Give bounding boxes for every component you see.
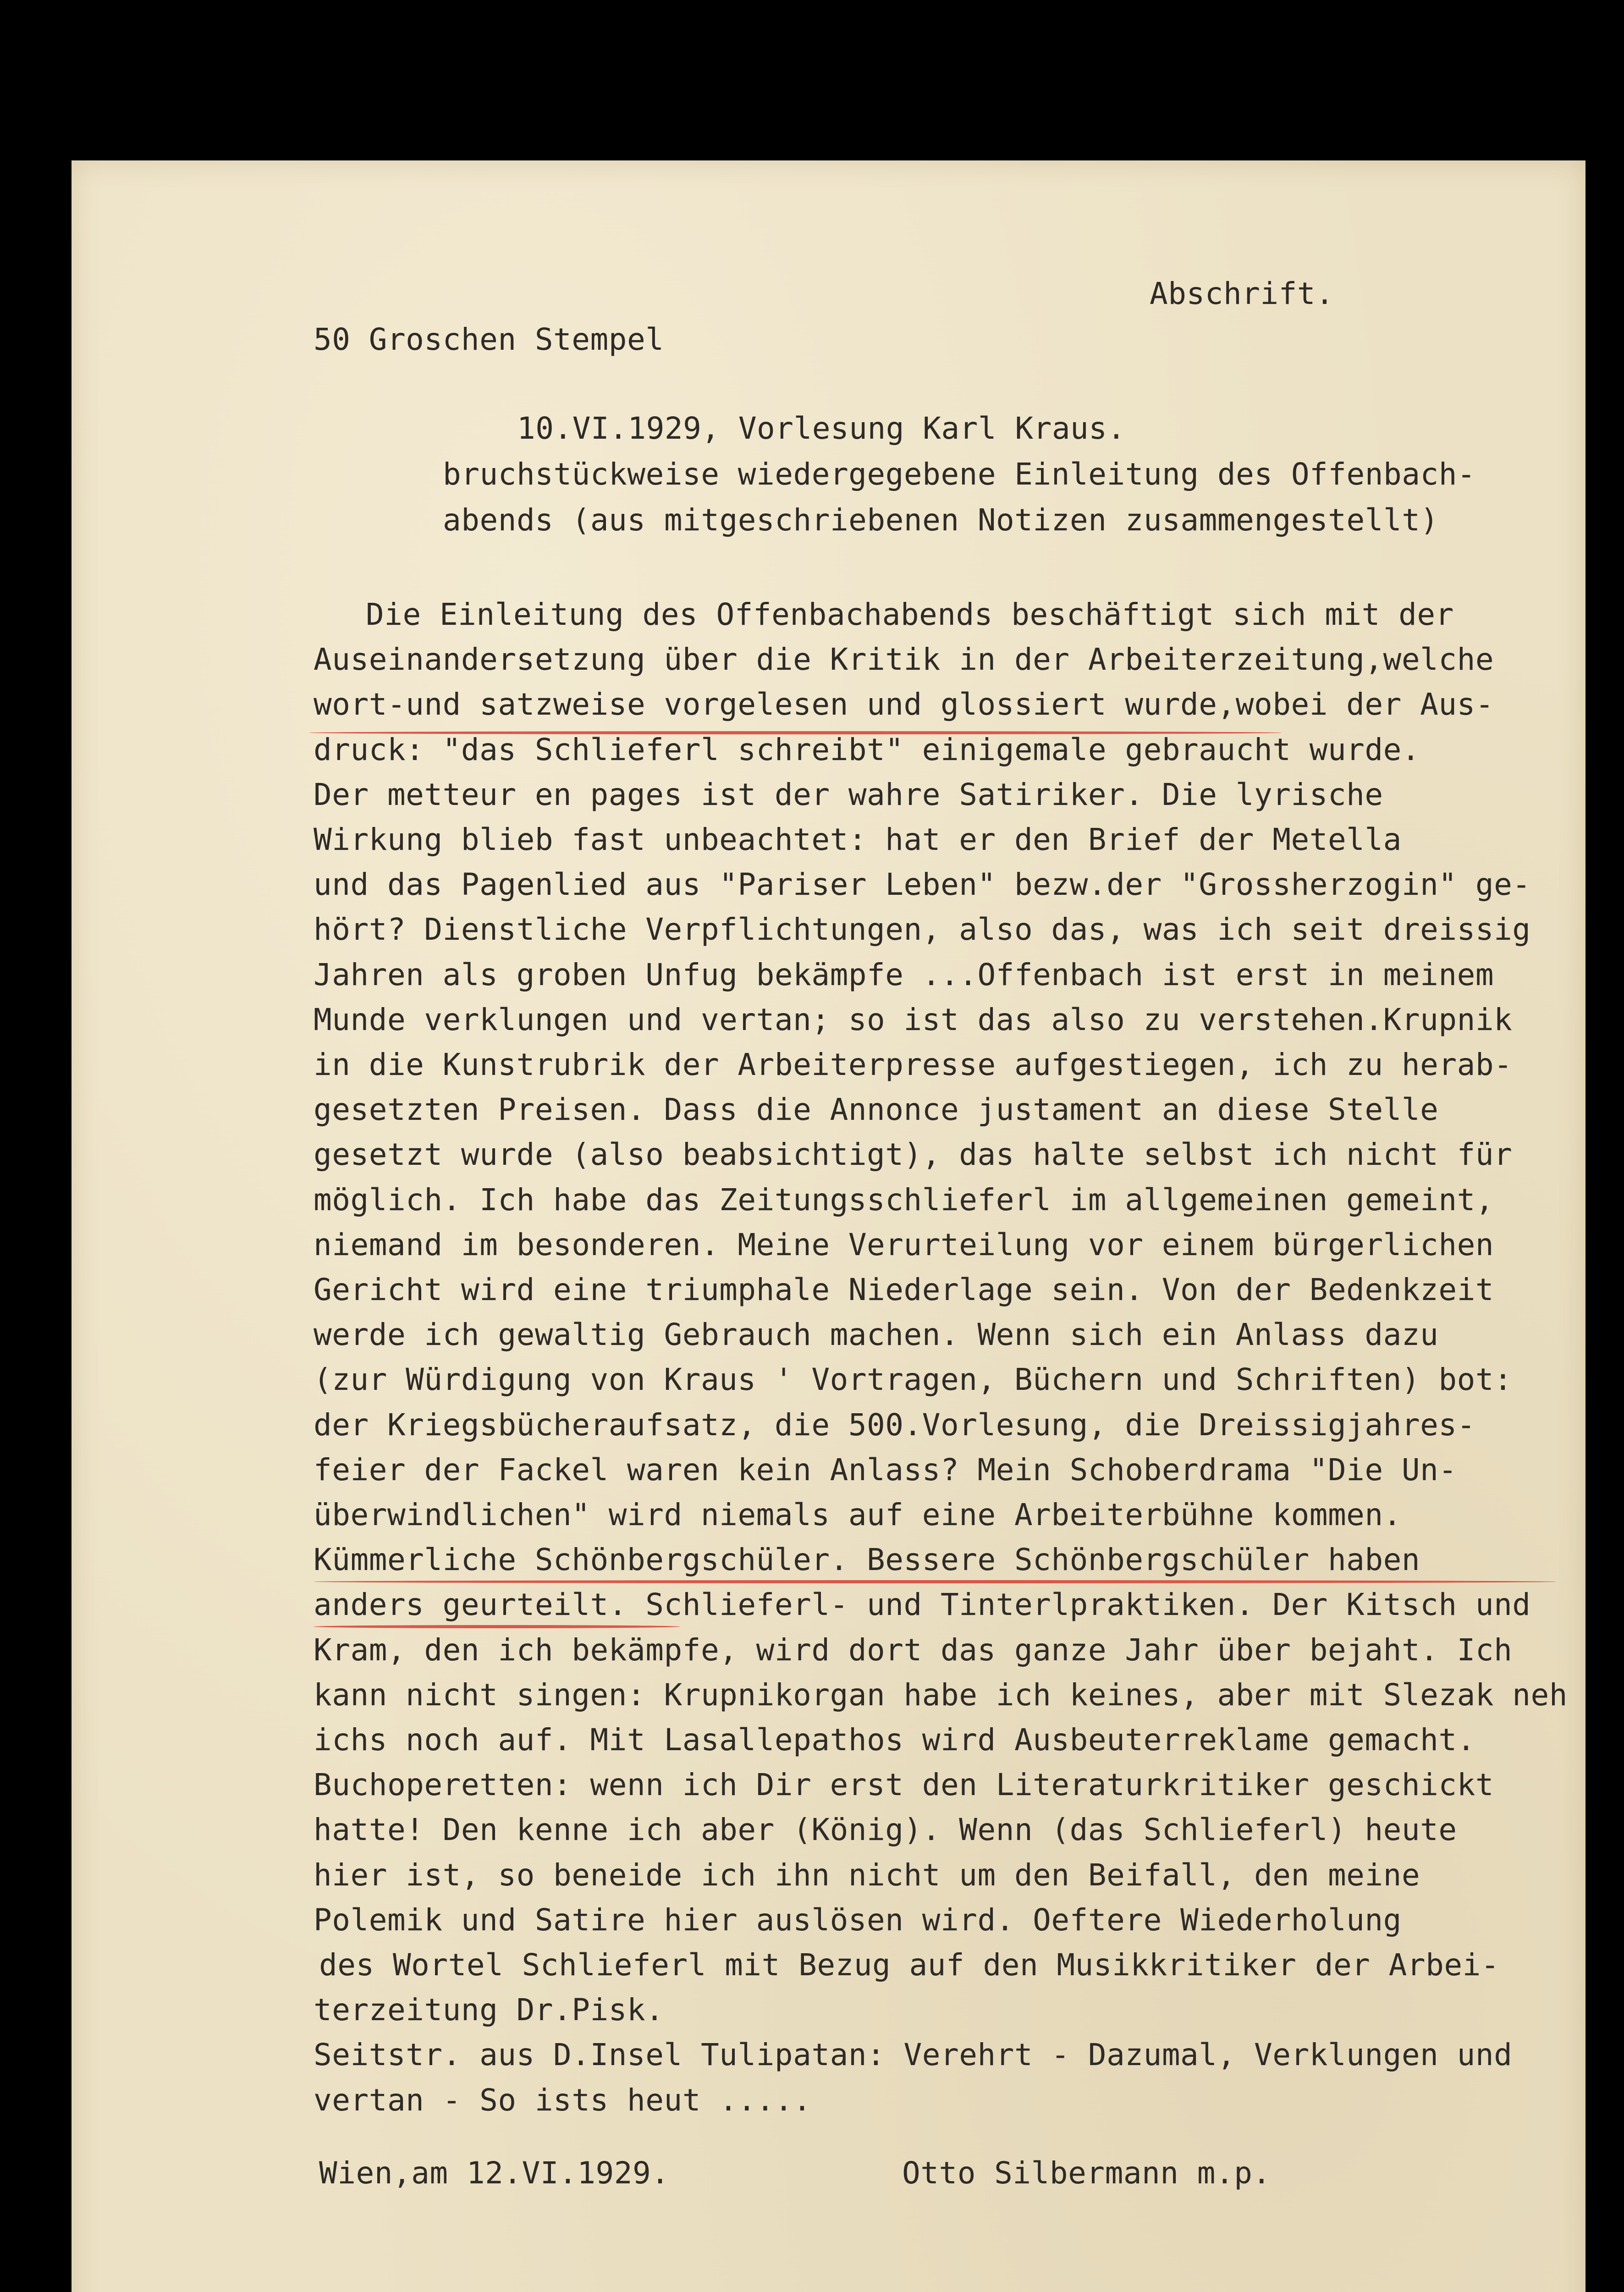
stamp-note: 50 Groschen Stempel <box>314 322 664 357</box>
body-line: terzeitung Dr.Pisk. <box>314 1992 664 2028</box>
body-line: möglich. Ich habe das Zeitungsschlieferl im allgemeinen gemeint, <box>314 1182 1494 1218</box>
body-line: Der metteur en pages ist der wahre Satiriker. Die lyrische <box>314 777 1383 812</box>
heading-title: 10.VI.1929, Vorlesung Karl Kraus. <box>517 411 1126 446</box>
body-line: (zur Würdigung von Kraus ' Vortragen, Büchern und Schriften) bot: <box>314 1362 1513 1397</box>
heading-subtitle-line-2: abends (aus mitgeschriebenen Notizen zusammengestellt) <box>443 502 1439 538</box>
body-line: Seitstr. aus D.Insel Tulipatan: Verehrt - Dazumal, Verklungen und <box>314 2037 1513 2072</box>
abschrift-label: Abschrift. <box>1150 276 1334 311</box>
body-line: Gericht wird eine triumphale Niederlage sein. Von der Bedenkzeit <box>314 1272 1494 1307</box>
body-line: hört? Dienstliche Verpflichtungen, also das, was ich seit dreissig <box>314 912 1531 947</box>
red-underline-2 <box>314 1580 1557 1583</box>
body-line: Polemik und Satire hier auslösen wird. Oeftere Wiederholung <box>314 1902 1402 1938</box>
body-line: Die Einleitung des Offenbachabends beschäftigt sich mit der <box>366 597 1454 632</box>
body-line: Jahren als groben Unfug bekämpfe ...Offenbach ist erst in meinem <box>314 957 1494 992</box>
heading-subtitle-line-1: bruchstückweise wiedergegebene Einleitung des Offenbach- <box>443 457 1476 492</box>
red-underline-1 <box>309 731 1282 734</box>
body-line: werde ich gewaltig Gebrauch machen. Wenn sich ein Anlass dazu <box>314 1317 1439 1352</box>
body-line: feier der Fackel waren kein Anlass? Mein Schoberdrama "Die Un- <box>314 1452 1457 1488</box>
body-line: druck: "das Schlieferl schreibt" einigemale gebraucht wurde. <box>314 732 1420 767</box>
red-underline-3 <box>314 1625 680 1628</box>
body-line: wort-und satzweise vorgelesen und glossiert wurde,wobei der Aus- <box>314 687 1494 722</box>
body-line: hier ist, so beneide ich ihn nicht um den Beifall, den meine <box>314 1857 1420 1893</box>
body-line: ichs noch auf. Mit Lasallepathos wird Ausbeuterreklame gemacht. <box>314 1722 1475 1758</box>
body-line: Wirkung blieb fast unbeachtet: hat er den Brief der Metella <box>314 822 1402 857</box>
body-line: gesetzt wurde (also beabsichtigt), das halte selbst ich nicht für <box>314 1137 1513 1172</box>
body-line: in die Kunstrubrik der Arbeiterpresse aufgestiegen, ich zu herab- <box>314 1047 1513 1082</box>
body-line: niemand im besonderen. Meine Verurteilung vor einem bürgerlichen <box>314 1227 1494 1262</box>
document-page <box>72 160 1585 2292</box>
body-line: kann nicht singen: Krupnikorgan habe ich keines, aber mit Slezak neh <box>314 1677 1568 1713</box>
date-place: Wien,am 12.VI.1929. <box>319 2155 670 2191</box>
body-line: anders geurteilt. Schlieferl- und Tinterlpraktiken. Der Kitsch und <box>314 1587 1531 1622</box>
body-line: hatte! Den kenne ich aber (König). Wenn (das Schlieferl) heute <box>314 1812 1457 1847</box>
body-line: überwindlichen" wird niemals auf eine Arbeiterbühne kommen. <box>314 1497 1402 1532</box>
body-line: Kümmerliche Schönbergschüler. Bessere Schönbergschüler haben <box>314 1542 1420 1577</box>
body-line: und das Pagenlied aus "Pariser Leben" bezw.der "Grossherzogin" ge- <box>314 867 1531 902</box>
body-line: Buchoperetten: wenn ich Dir erst den Literaturkritiker geschickt <box>314 1767 1494 1802</box>
body-line: des Wortel Schlieferl mit Bezug auf den Musikkritiker der Arbei- <box>319 1947 1500 1983</box>
body-line: Kram, den ich bekämpfe, wird dort das ganze Jahr über bejaht. Ich <box>314 1632 1513 1668</box>
body-line: Auseinandersetzung über die Kritik in der Arbeiterzeitung,welche <box>314 642 1494 677</box>
body-line: der Kriegsbücheraufsatz, die 500.Vorlesung, die Dreissigjahres- <box>314 1407 1475 1443</box>
body-line: gesetzten Preisen. Dass die Annonce justament an diese Stelle <box>314 1092 1439 1127</box>
body-line: vertan - So ists heut ..... <box>314 2083 812 2118</box>
signature: Otto Silbermann m.p. <box>902 2155 1271 2191</box>
body-line: Munde verklungen und vertan; so ist das also zu verstehen.Krupnik <box>314 1002 1513 1037</box>
